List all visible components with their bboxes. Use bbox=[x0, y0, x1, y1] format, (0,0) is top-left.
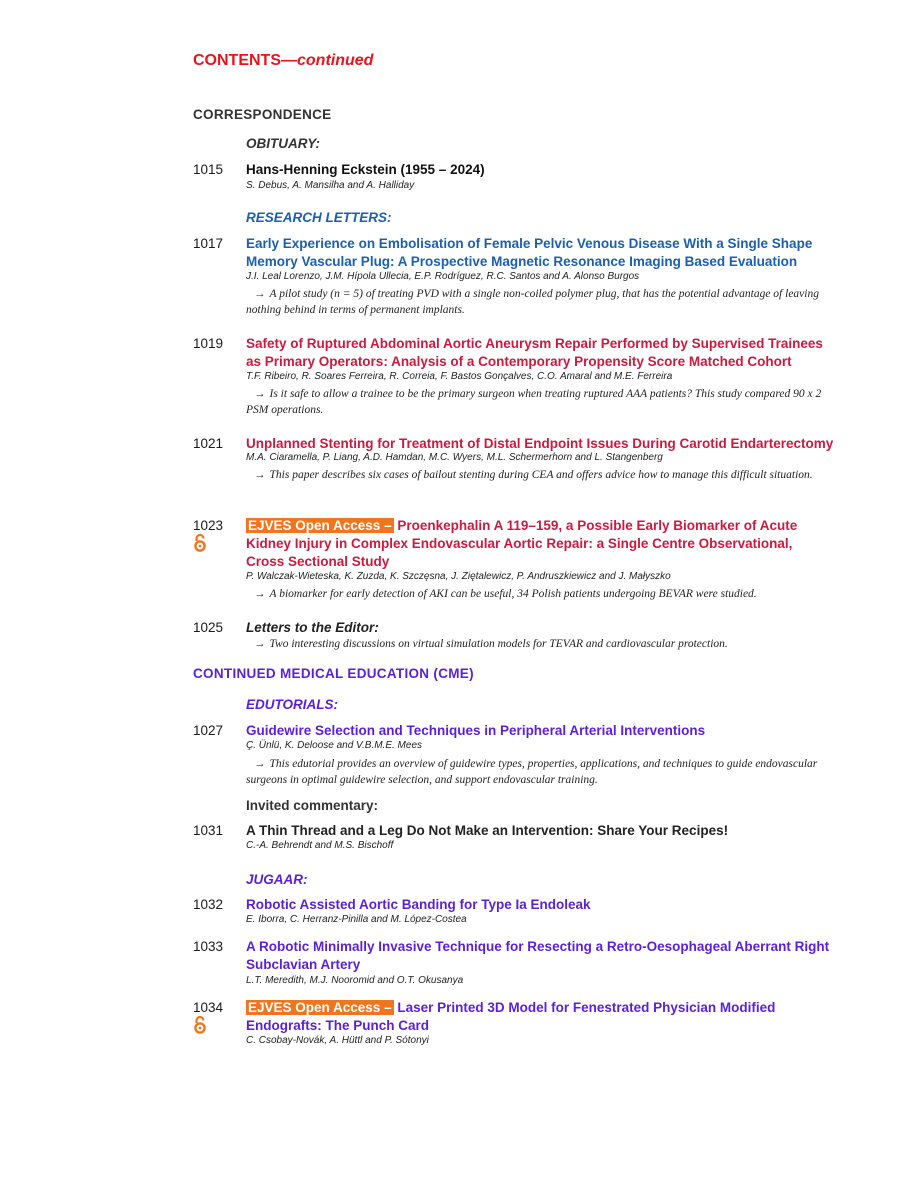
article-summary-text: A pilot study (n = 5) of treating PVD with a single non-coiled polymer plug, that has the potential advantage of leaving nothing behind in terms of permanent implants. bbox=[246, 288, 819, 316]
article-summary-text: A biomarker for early detection of AKI can be useful, 34 Polish patients undergoing BEVAR were studied. bbox=[269, 588, 757, 600]
page-title-continued: continued bbox=[297, 52, 374, 69]
article-summary-text: This edutorial provides an overview of guidewire types, properties, applications, and techniques to guide endovascular surgeons in optimal guidewire selection, and support endovascular training. bbox=[246, 758, 818, 786]
page-number: 1021 bbox=[193, 436, 224, 451]
page-number: 1019 bbox=[193, 336, 224, 351]
page-number: 1031 bbox=[193, 823, 224, 838]
article-authors: Ç. Ünlü, K. Deloose and V.B.M.E. Mees bbox=[246, 740, 423, 751]
arrow-icon: → bbox=[254, 758, 266, 770]
article-title[interactable]: Early Experience on Embolisation of Female Pelvic Venous Disease With a Single Shape Memory Vascular Plug: A Prospective Magnetic Resonance Imaging Based Evaluation bbox=[246, 236, 813, 269]
arrow-icon: → bbox=[254, 588, 266, 600]
article-authors: S. Debus, A. Mansilha and A. Halliday bbox=[246, 180, 415, 191]
open-access-icon bbox=[193, 534, 207, 552]
article-title[interactable]: Guidewire Selection and Techniques in Peripheral Arterial Interventions bbox=[246, 723, 706, 738]
open-access-badge: EJVES Open Access – bbox=[248, 518, 392, 533]
page-number: 1023 bbox=[193, 518, 224, 533]
section-correspondence: CORRESPONDENCE bbox=[193, 107, 332, 122]
subhead-invited-text: Invited commentary: bbox=[246, 798, 379, 813]
section-cme: CONTINUED MEDICAL EDUCATION (CME) bbox=[193, 666, 474, 681]
page-number: 1032 bbox=[193, 897, 224, 912]
subhead-invited-commentary bbox=[246, 798, 378, 813]
page-number: 1017 bbox=[193, 236, 224, 251]
article-summary-text: Two interesting discussions on virtual simulation models for TEVAR and cardiovascular protection. bbox=[269, 638, 728, 650]
arrow-icon: → bbox=[254, 388, 266, 400]
article-title[interactable]: Hans-Henning Eckstein (1955 – 2024) bbox=[246, 162, 485, 177]
article-title[interactable] bbox=[246, 999, 826, 1035]
article-title[interactable]: Unplanned Stenting for Treatment of Distal Endpoint Issues During Carotid Endarterectomy bbox=[246, 436, 834, 451]
subhead-edutorials: EDUTORIALS: bbox=[246, 697, 339, 712]
article-authors: P. Walczak-Wieteska, K. Zuzda, K. Szczęsna, J. Ziętalewicz, P. Andruszkiewicz and J. Małyszko bbox=[246, 571, 671, 582]
page-number: 1034 bbox=[193, 1000, 224, 1015]
article-title[interactable]: Robotic Assisted Aortic Banding for Type Ia Endoleak bbox=[246, 897, 591, 912]
subhead-obituary: OBITUARY: bbox=[246, 136, 321, 151]
article-summary bbox=[246, 636, 826, 652]
article-authors: M.A. Ciaramella, P. Liang, A.D. Hamdan, M.C. Wyers, M.L. Schermerhorn and L. Stangenberg bbox=[246, 452, 663, 463]
page-number: 1027 bbox=[193, 723, 224, 738]
arrow-icon: → bbox=[254, 469, 266, 481]
open-access-icon bbox=[193, 1016, 207, 1034]
article-summary-text: This paper describes six cases of bailout stenting during CEA and offers advice how to manage this difficult situation. bbox=[269, 469, 813, 481]
article-title[interactable]: A Robotic Minimally Invasive Technique for Resecting a Retro-Oesophageal Aberrant Right Subclavian Artery bbox=[246, 939, 830, 972]
article-authors: C. Csobay-Novák, A. Hüttl and P. Sótonyi bbox=[246, 1035, 429, 1046]
article-summary bbox=[246, 467, 826, 483]
article-summary bbox=[246, 286, 826, 318]
article-title[interactable] bbox=[246, 517, 826, 571]
page-number: 1033 bbox=[193, 939, 224, 954]
subhead-research-letters: RESEARCH LETTERS: bbox=[246, 210, 392, 225]
open-access-badge: EJVES Open Access – bbox=[248, 1000, 392, 1015]
article-authors: E. Iborra, C. Herranz-Pinilla and M. López-Costea bbox=[246, 914, 467, 925]
subhead-jugaar: JUGAAR: bbox=[246, 872, 308, 887]
article-authors: C.-A. Behrendt and M.S. Bischoff bbox=[246, 840, 394, 851]
article-title-text: Proenkephalin A 119–159, a Possible Early Biomarker of Acute Kidney Injury in Complex Endovascular Aortic Repair: a Single Centre Observational, Cross Sectional Study bbox=[246, 518, 798, 569]
article-title[interactable]: Letters to the Editor: bbox=[246, 620, 379, 635]
page-title bbox=[193, 52, 373, 70]
arrow-icon: → bbox=[254, 288, 266, 300]
arrow-icon: → bbox=[254, 638, 266, 650]
article-summary bbox=[246, 586, 826, 602]
article-summary-text: Is it safe to allow a trainee to be the primary surgeon when treating ruptured AAA patients? This study compared 90 x 2 PSM operations. bbox=[246, 388, 822, 416]
article-title[interactable]: Safety of Ruptured Abdominal Aortic Aneurysm Repair Performed by Supervised Trainees as Primary Operators: Analysis of a Contemporary Propensity Score Matched Cohort bbox=[246, 336, 823, 369]
article-authors: L.T. Meredith, M.J. Nooromid and O.T. Okusanya bbox=[246, 975, 464, 986]
article-authors: J.I. Leal Lorenzo, J.M. Hípola Ullecia, E.P. Rodríguez, R.C. Santos and A. Alonso Burgos bbox=[246, 271, 640, 282]
article-title-text: Laser Printed 3D Model for Fenestrated Physician Modified Endografts: The Punch Card bbox=[246, 1000, 776, 1033]
article-title[interactable]: A Thin Thread and a Leg Do Not Make an Intervention: Share Your Recipes! bbox=[246, 823, 729, 838]
article-summary bbox=[246, 386, 826, 418]
page-title-main: CONTENTS— bbox=[193, 52, 297, 69]
article-authors: T.F. Ribeiro, R. Soares Ferreira, R. Correia, F. Bastos Gonçalves, C.O. Amaral and M.E. Ferreira bbox=[246, 371, 673, 382]
page-number: 1025 bbox=[193, 620, 224, 635]
page-number: 1015 bbox=[193, 162, 224, 177]
article-summary bbox=[246, 756, 826, 788]
